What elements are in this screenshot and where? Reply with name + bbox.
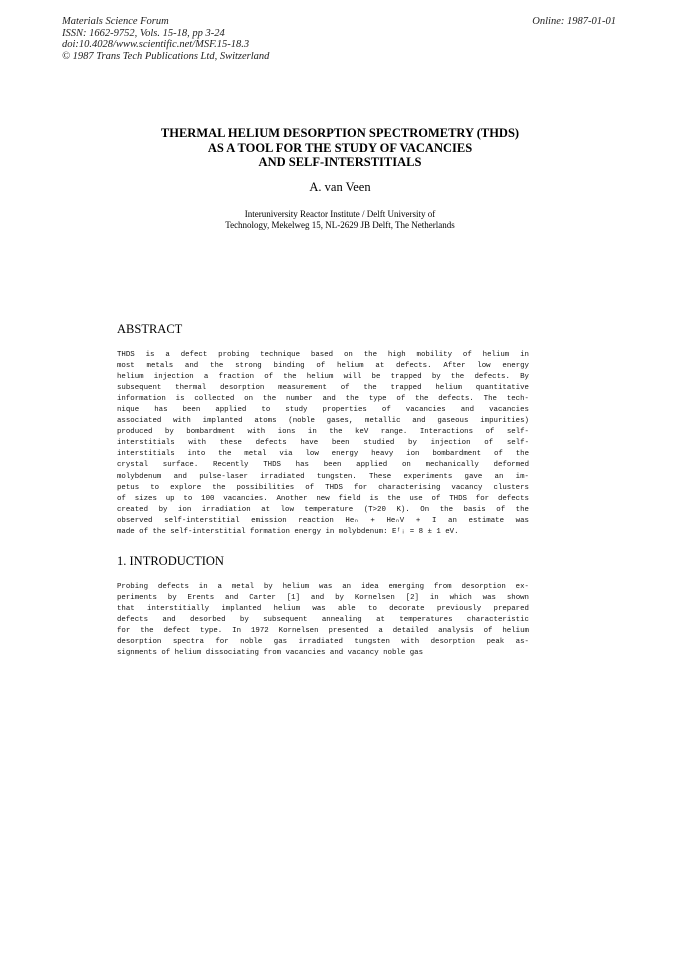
text-line: interstitials with these defects have been studied by injection of self- [117,439,529,448]
introduction-body [117,582,529,659]
text-line: subsequent thermal desorption measurement of the trapped helium quantitative [117,384,529,393]
text-line: made of the self-interstitial formation energy in molybdenum: Eᶠᵢ = 8 ± 1 eV. [117,527,459,536]
text-line: information is collected on the number and the type of the defects. The tech- [117,395,529,404]
text-line: observed self-interstitial emission reaction Heₙ + HeₙV + I an estimate was [117,516,529,525]
text-line: THDS is a defect probing technique based on the high mobility of helium in [117,351,529,359]
text-line: molybdenum and pulse-laser irradiated tungsten. These experiments gave an im- [117,472,529,481]
paper-title [60,126,620,170]
text-line: signments of helium dissociating from vacancies and vacancy noble gas [117,649,424,658]
text-line: desorption spectra for noble gas irradiated tungsten with desorption peak as- [117,638,529,647]
journal-name: Materials Science Forum [62,16,169,27]
text-line: nique has been applied to study properties of vacancies and vacancies [117,406,529,415]
title-line-3: AND SELF-INTERSTITIALS [258,155,422,169]
text-line: interstitials into the metal via low energy heavy ion bombardment of the [117,450,529,459]
affiliation-line-2: Technology, Mekelweg 15, NL-2629 JB Delft, The Netherlands [225,220,455,230]
affiliation [60,209,620,231]
title-line-2: AS A TOOL FOR THE STUDY OF VACANCIES [207,140,473,155]
doi-line[interactable]: doi:10.4028/www.scientific.net/MSF.15-18.3 [62,39,250,50]
text-line: for the defect type. In 1972 Kornelsen presented a detailed analysis of helium [117,627,529,636]
text-line: Probing defects in a metal by helium was an idea emerging from desorption ex- [117,583,529,591]
affiliation-line-1: Interuniversity Reactor Institute / Delft University of [244,209,436,219]
text-line: associated with implanted atoms (noble gases, metallic and gaseous impurities) [117,417,529,426]
text-line: petus to explore the possibilities of THDS for characterising vacancy clusters [117,483,529,492]
text-line: most metals and the strong binding of helium at defects. After low energy [117,362,529,371]
text-line: of sizes up to 100 vacancies. Another new field is the use of THDS for defects [117,494,529,503]
introduction-heading: 1. INTRODUCTION [117,554,224,568]
text-line: defects and desorbed by subsequent annealing at temperatures characteristic [117,616,529,625]
online-date: Online: 1987-01-01 [532,16,616,27]
text-line: that interstitially implanted helium was able to decorate previously prepared [117,605,529,614]
title-line-1: THERMAL HELIUM DESORPTION SPECTROMETRY (THDS) [160,126,520,140]
abstract-body [117,350,529,538]
abstract-heading: ABSTRACT [117,322,183,336]
text-line: periments by Erents and Carter [1] and by Kornelsen [2] in which was shown [117,594,529,603]
issn-line: ISSN: 1662-9752, Vols. 15-18, pp 3-24 [62,27,225,39]
text-line: produced by bombardment with ions in the keV range. Interactions of self- [117,428,529,437]
text-line: crystal surface. Recently THDS has been applied on mechanically deformed [117,461,529,470]
text-line: helium injection a fraction of the helium will be trapped by the defects. By [117,373,529,382]
journal-header [62,16,269,62]
author-name: A. van Veen [309,180,371,194]
text-line: created by ion irradiation at low temperature (T>20 K). On the basis of the [117,505,529,514]
copyright-line: © 1987 Trans Tech Publications Ltd, Switzerland [62,50,270,62]
